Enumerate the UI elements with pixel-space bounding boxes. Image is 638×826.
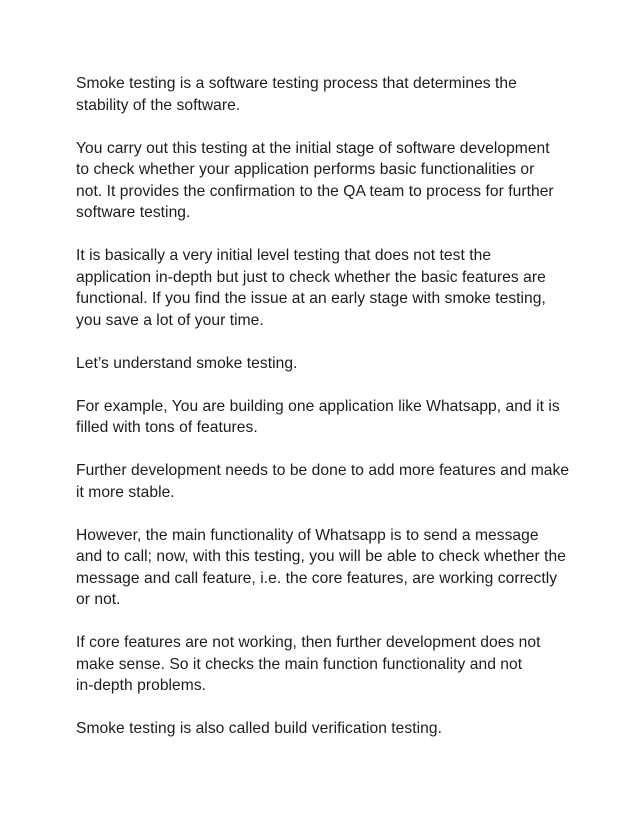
paragraph-initial-stage: You carry out this testing at the initial stage of software development to check whether your application performs basic functionalities or not. It provides the confirmation to the QA team to process for further software testing.: [76, 139, 554, 221]
paragraph-example: For example, You are building one application like Whatsapp, and it is filled with tons of features.: [76, 397, 560, 436]
paragraph-build-verification: Smoke testing is also called build verification testing.: [76, 720, 442, 737]
paragraph-core-features: If core features are not working, then further development does not make sense. So it checks the main function functionality and not in-depth problems.: [76, 634, 541, 694]
document-body: [76, 73, 576, 761]
paragraph-intro: Smoke testing is a software testing process that determines the stability of the software.: [76, 75, 517, 114]
paragraph-further-development: Further development needs to be done to add more features and make it more stable.: [76, 462, 570, 501]
paragraph-main-functionality: However, the main functionality of Whatsapp is to send a message and to call; now, with this testing, you will be able to check whether the message and call feature, i.e. the core features, are working correctly or not.: [76, 526, 566, 608]
paragraph-initial-level: It is basically a very initial level testing that does not test the application in-depth but just to check whether the basic features are functional. If you find the issue at an early stage with smoke testing, you save a lot of your time.: [76, 247, 546, 329]
paragraph-lets-understand: Let’s understand smoke testing.: [76, 354, 298, 372]
